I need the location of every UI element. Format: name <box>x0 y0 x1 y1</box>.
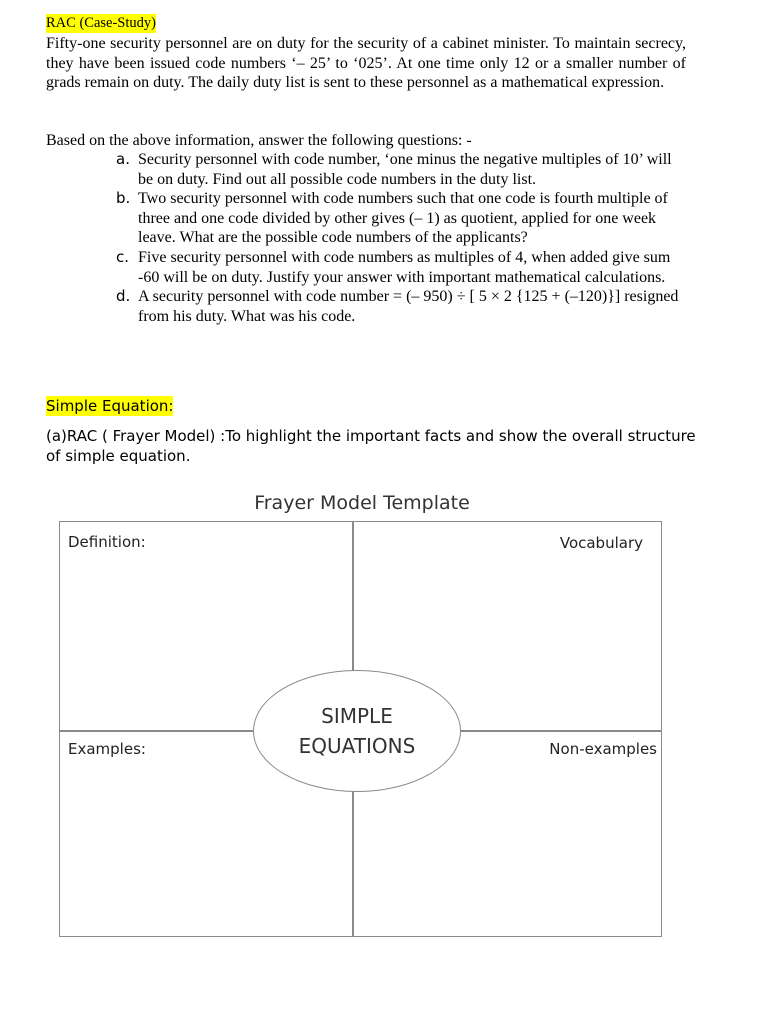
center-concept-text: SIMPLE EQUATIONS <box>298 704 416 758</box>
frayer-model-title: Frayer Model Template <box>254 492 470 514</box>
frayer-model-diagram <box>59 521 662 937</box>
simple-equation-heading: Simple Equation: <box>46 397 174 415</box>
definition-label: Definition: <box>68 533 146 551</box>
question-list <box>114 150 689 326</box>
questions-lead: Based on the above information, answer the following questions: - <box>46 132 472 149</box>
question-marker: c. <box>116 247 130 266</box>
case-study-heading: RAC (Case-Study) <box>46 15 156 31</box>
question-marker: a. <box>116 150 130 168</box>
question-text: Security personnel with code number, ‘one minus the negative multiples of 10’ will be on duty. Find out all possible code numbers in the duty list. <box>138 151 672 188</box>
examples-label: Examples: <box>68 740 146 758</box>
question-item-b <box>114 189 689 248</box>
question-item-a <box>114 150 689 189</box>
center-oval <box>253 670 461 792</box>
question-item-c <box>114 248 689 287</box>
question-text: Five security personnel with code numbers as multiples of 4, when added give sum -60 will be on duty. Justify your answer with important mathematical calculations. <box>138 248 671 286</box>
question-text: A security personnel with code number = (– 950) ÷ [ 5 × 2 {125 + (–120)}] resigned from his duty. What was his code. <box>138 288 679 325</box>
frayer-intro-text: (a)RAC ( Frayer Model) :To highlight the important facts and show the overall structure of simple equation. <box>46 427 696 465</box>
question-item-d <box>114 287 689 326</box>
question-marker: d. <box>116 287 131 306</box>
case-study-intro: Fifty-one security personnel are on duty for the security of a cabinet minister. To maintain secrecy, they have been issued code numbers ‘– 25’ to ‘025’. At one time only 12 or a smaller number of grads remain on duty. The daily duty list is sent to these personnel as a mathematical expression. <box>46 35 686 91</box>
vocabulary-label: Vocabulary <box>559 534 643 552</box>
question-text: Two security personnel with code numbers such that one code is fourth multiple of three and one code divided by other gives (– 1) as quotient, applied for one week leave. What are the possible code numbers of the applicants? <box>138 190 668 247</box>
nonexamples-label: Non-examples <box>549 740 657 758</box>
question-marker: b. <box>116 189 131 208</box>
